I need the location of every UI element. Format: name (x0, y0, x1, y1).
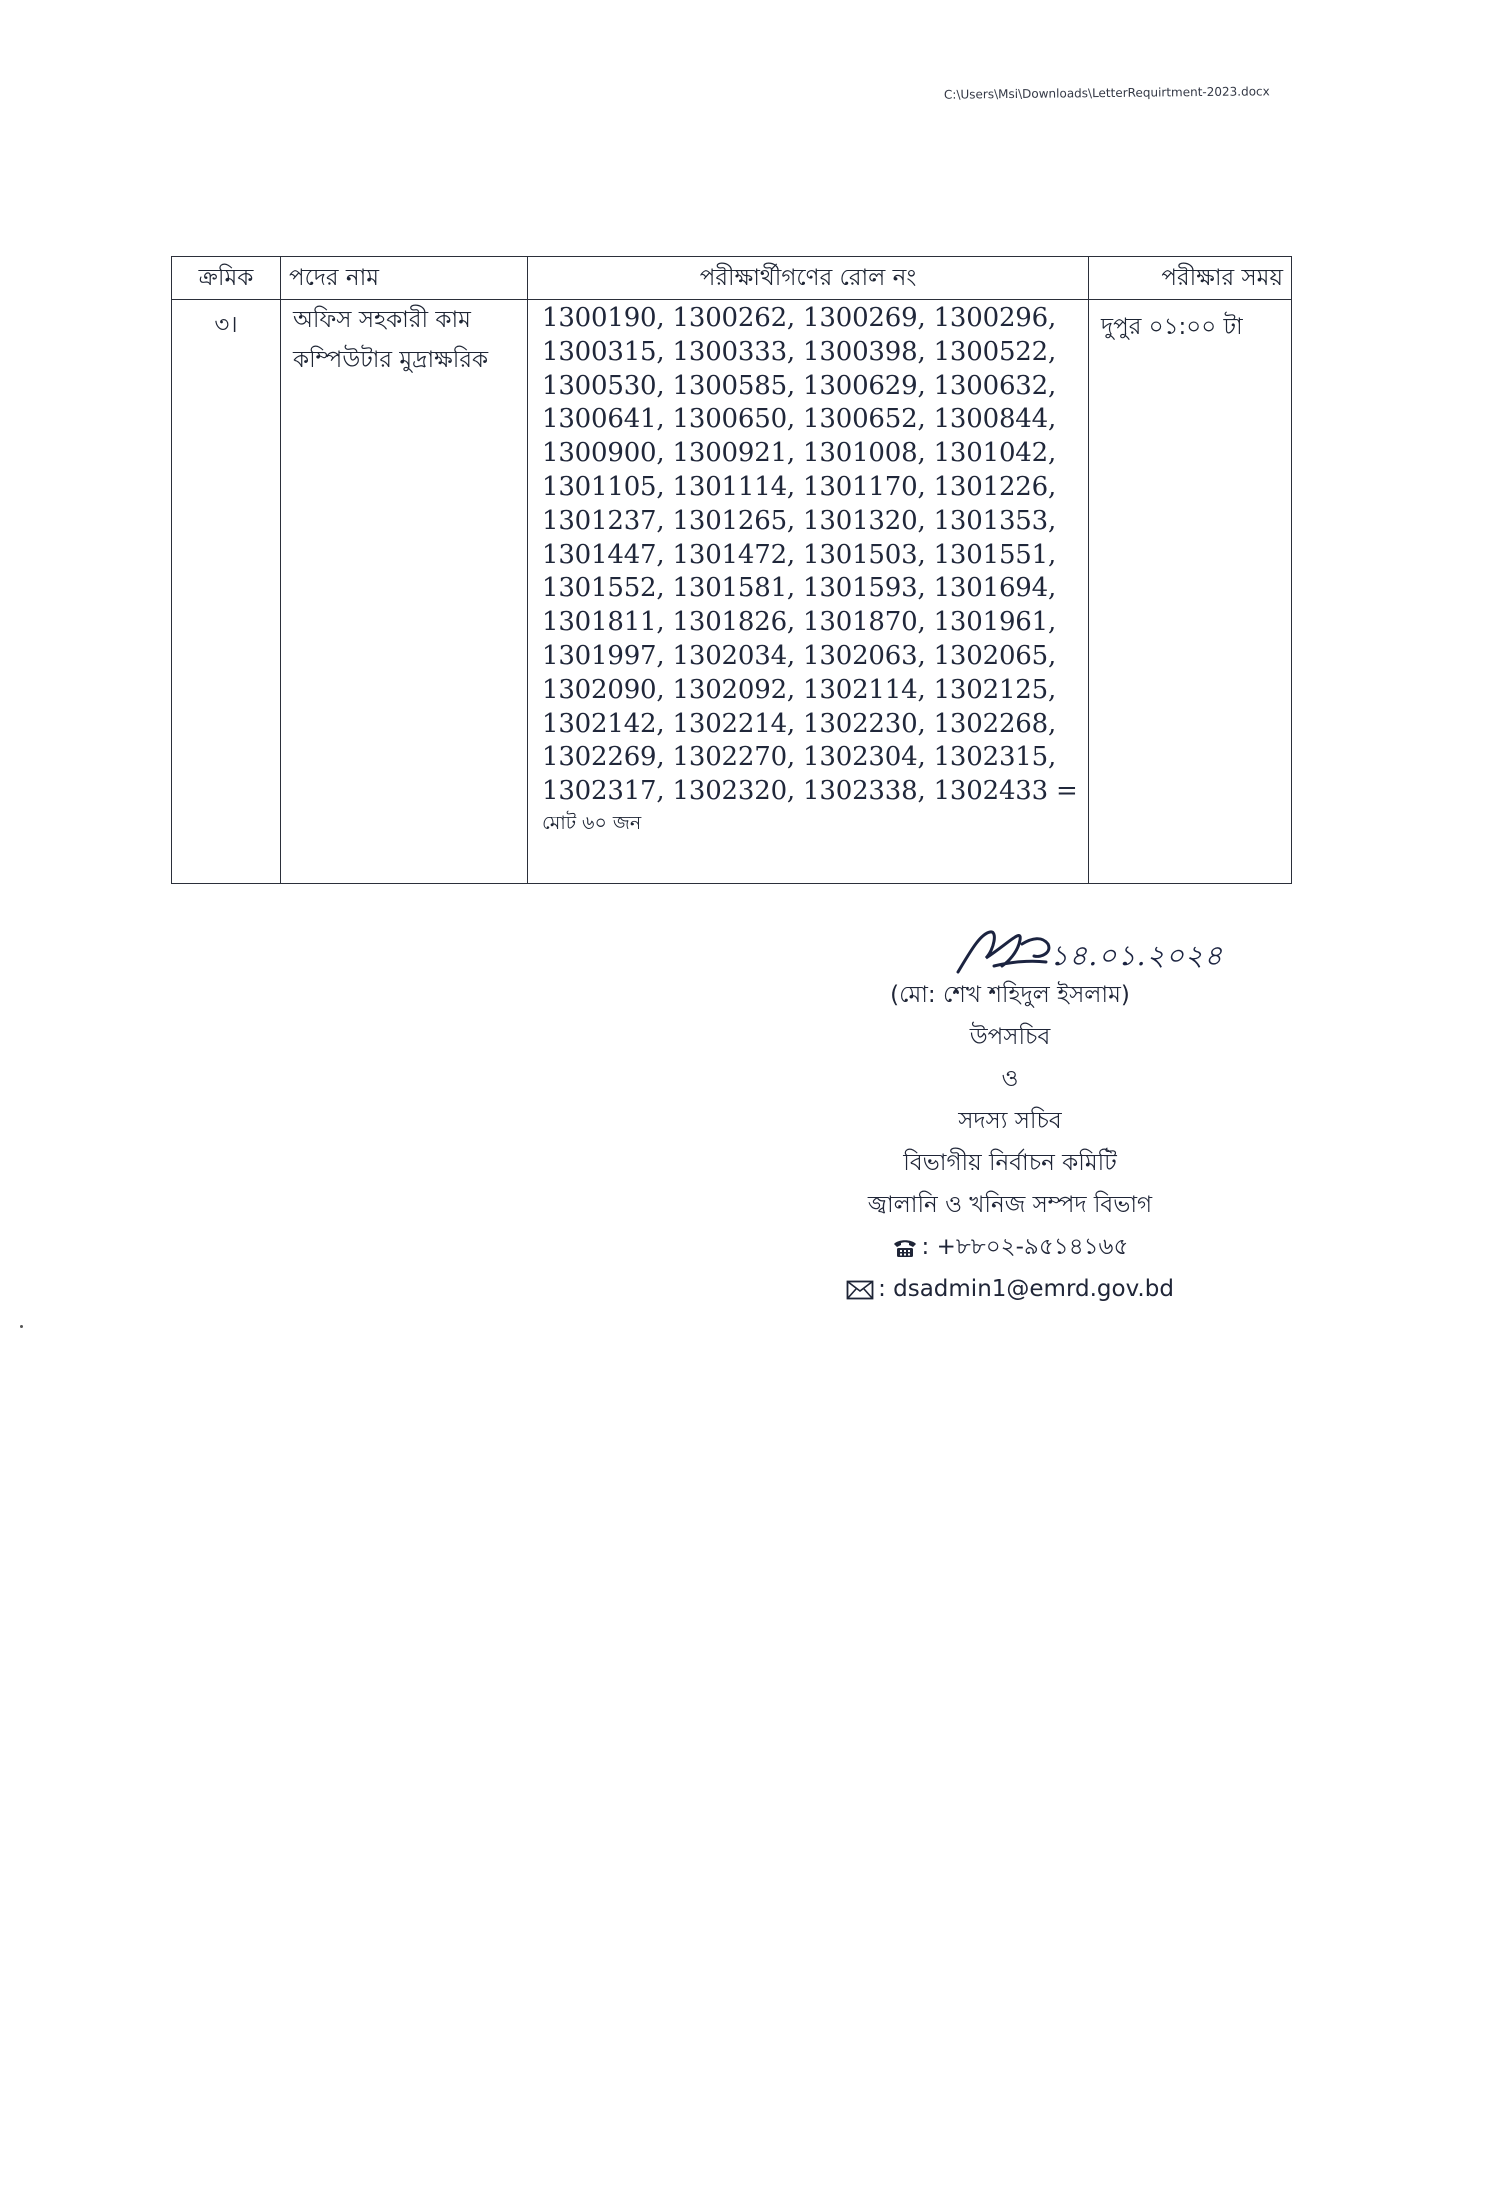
roll-number-table (171, 256, 1292, 884)
signatory-role: সদস্য সচিব (958, 1108, 1062, 1134)
header-time: পরীক্ষার সময় (1089, 257, 1292, 300)
time-cell: দুপুর ০১:০০ টা (1089, 300, 1292, 884)
signatory-conjunction: ও (1001, 1066, 1019, 1092)
file-path: C:\Users\Msi\Downloads\LetterRequirtment-2023.docx (943, 84, 1270, 102)
signatory-committee: বিভাগীয় নির্বাচন কমিটি (903, 1150, 1117, 1176)
serial-cell: ৩। (172, 300, 281, 884)
phone-icon (892, 1237, 918, 1259)
phone-number: : +৮৮০২-৯৫১৪১৬৫ (921, 1234, 1129, 1260)
email-address: : dsadmin1@emrd.gov.bd (878, 1276, 1174, 1302)
roll-numbers: 1300190, 1300262, 1300269, 1300296, 1300315, 1300333, 1300398, 1300522, 1300530, 1300585, 1300629, 1300632, 1300641, 1300650, 1300652, 1300844, 1300900, 1300921, 1301008, 1301042, 1301105, 1301114, 1301170, 1301226, 1301237, 1301265, 1301320, 1301353, 1301447, 1301472, 1301503, 1301551, 1301552, 1301581, 1301593, 1301694, 1301811, 1301826, 1301870, 1301961, 1301997, 1302034, 1302063, 1302065, 1302090, 1302092, 1302114, 1302125, 1302142, 1302214, 1302230, 1302268, 1302269, 1302270, 1302304, 1302315, 1302317, 1302320, 1302338, 1302433 = (542, 303, 1078, 807)
phone-row (830, 1226, 1190, 1268)
table-row (172, 300, 1292, 884)
post-line-1: অফিস সহকারী কাম (293, 307, 471, 333)
post-line-2: কম্পিউটার মুদ্রাক্ষরিক (293, 347, 489, 373)
header-serial: ক্রমিক (172, 257, 281, 300)
mail-icon (846, 1279, 874, 1301)
signatory-division: জ্বালানি ও খনিজ সম্পদ বিভাগ (867, 1192, 1153, 1218)
header-rolls: পরীক্ষার্থীগণের রোল নং (528, 257, 1089, 300)
email-row (830, 1268, 1190, 1310)
signatory-block (830, 974, 1190, 1310)
signature-date: ১৪.০১.২০২৪ (1050, 939, 1224, 972)
post-cell (281, 300, 528, 884)
scan-speck (20, 1325, 23, 1328)
roll-cell (528, 300, 1089, 884)
roll-total: মোট ৬০ জন (542, 811, 642, 834)
table-header-row (172, 257, 1292, 300)
header-post: পদের নাম (281, 257, 528, 300)
signatory-designation: উপসচিব (969, 1024, 1051, 1050)
signatory-name: (মো: শেখ শহিদুল ইসলাম) (890, 982, 1130, 1008)
